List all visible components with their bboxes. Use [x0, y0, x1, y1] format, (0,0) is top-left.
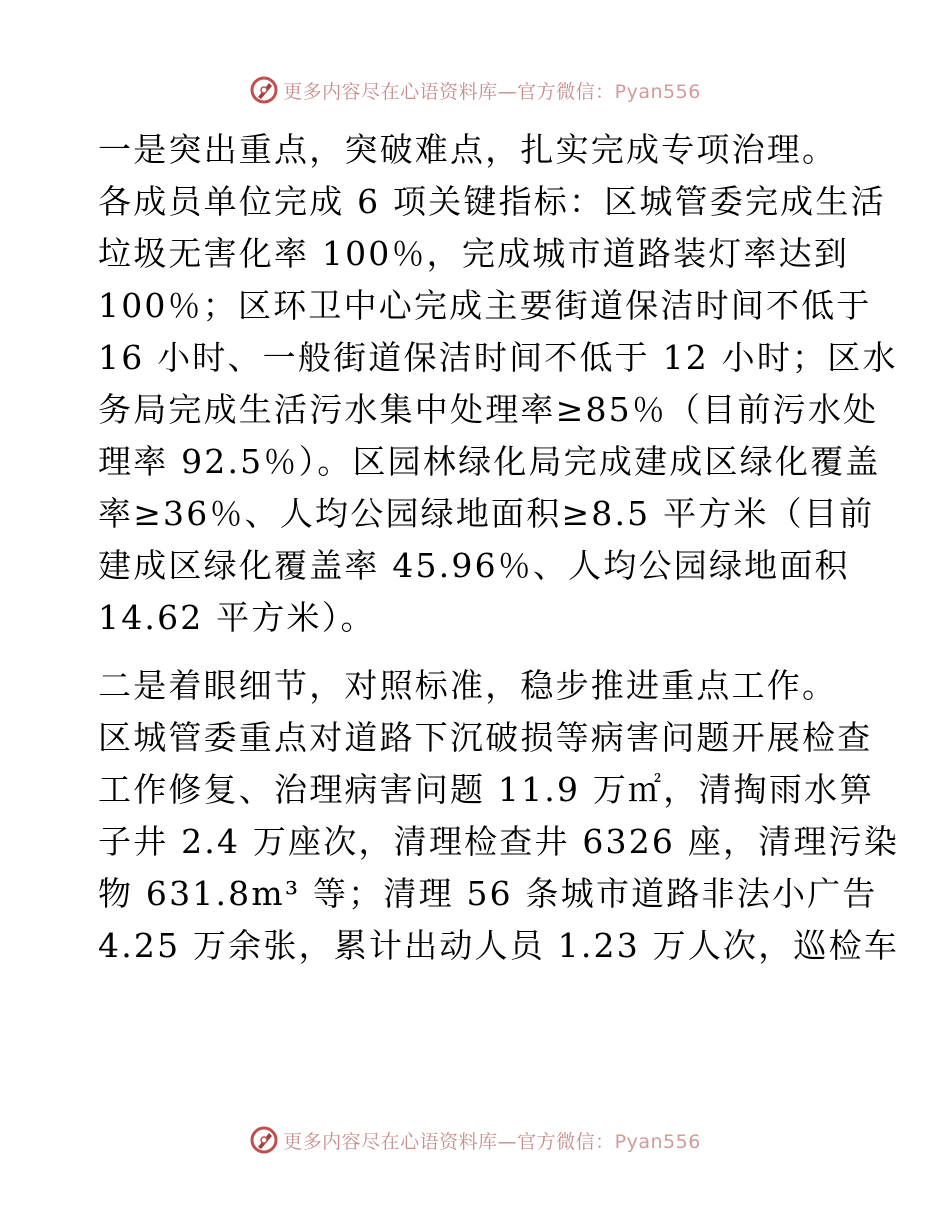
watermark-text: 更多内容尽在心语资料库—官方微信：Pyan556	[283, 80, 701, 103]
text-line: 二是着眼细节，对照标准，稳步推进重点工作。	[98, 666, 838, 705]
text-line: 16 小时、一般街道保洁时间不低于 12 小时；区水	[98, 338, 898, 377]
watermark-text: 更多内容尽在心语资料库—官方微信：Pyan556	[283, 1130, 701, 1153]
brand-logo-icon	[249, 1125, 279, 1155]
footer-watermark	[0, 1122, 950, 1158]
paragraph-2	[98, 660, 900, 972]
paragraph-1	[98, 124, 898, 644]
text-line: 子井 2.4 万座次，清理检查井 6326 座，清理污染	[98, 822, 900, 861]
text-line: 14.62 平方米）。	[98, 598, 376, 637]
text-line: 物 631.8m³ 等；清理 56 条城市道路非法小广告	[98, 874, 878, 913]
text-line: 4.25 万余张，累计出动人员 1.23 万人次，巡检车	[98, 926, 900, 965]
text-line: 区城管委重点对道路下沉破损等病害问题开展检查	[98, 718, 873, 757]
text-line: 100％；区环卫中心完成主要街道保洁时间不低于	[98, 286, 872, 325]
text-line: 各成员单位完成 6 项关键指标：区城管委完成生活	[98, 182, 886, 221]
text-line: 一是突出重点，突破难点，扎实完成专项治理。	[98, 130, 838, 169]
text-line: 建成区绿化覆盖率 45.96％、人均公园绿地面积	[98, 546, 850, 585]
header-watermark	[0, 72, 950, 108]
text-line: 工作修复、治理病害问题 11.9 万㎡，清掏雨水箅	[98, 770, 875, 809]
brand-logo-icon	[249, 75, 279, 105]
text-line: 垃圾无害化率 100％，完成城市道路装灯率达到	[98, 234, 850, 273]
document-body	[98, 124, 900, 972]
text-line: 务局完成生活污水集中处理率≥85％（目前污水处	[98, 390, 879, 429]
text-line: 理率 92.5％）。区园林绿化局完成建成区绿化覆盖	[98, 442, 881, 481]
text-line: 率≥36％、人均公园绿地面积≥8.5 平方米（目前	[98, 494, 875, 533]
